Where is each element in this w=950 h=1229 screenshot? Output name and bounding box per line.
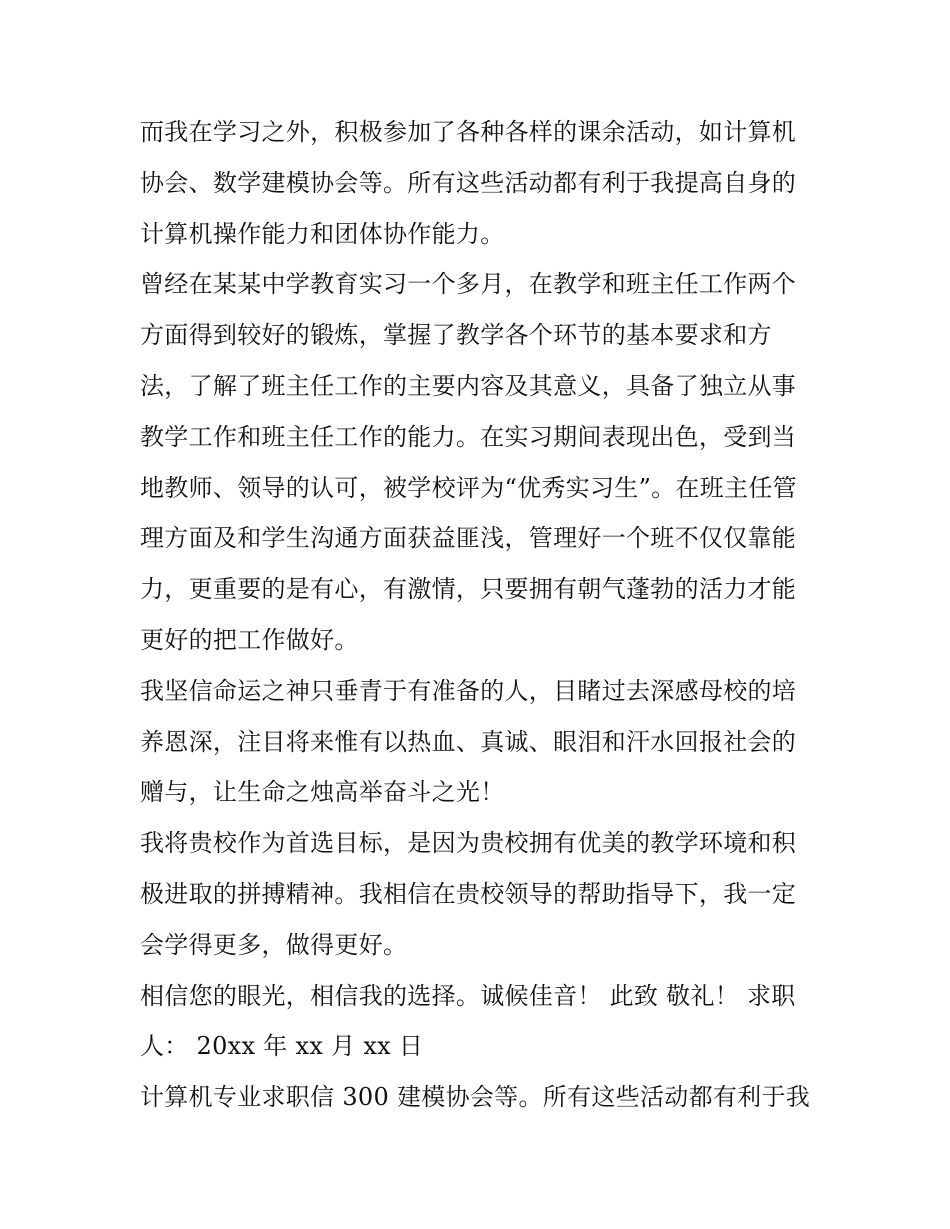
text-line-16: 极进取的拼搏精神。我相信在贵校领导的帮助指导下，我一定 [140, 879, 797, 908]
body-text [140, 107, 820, 1123]
text-line-9: 理方面及和学生沟通方面获益匪浅，管理好一个班不仅仅靠能 [140, 524, 797, 553]
text-line-12: 我坚信命运之神只垂青于有准备的人，目睹过去深感母校的培 [140, 676, 797, 705]
text-line-8: 地教师、领导的认可，被学校评为“优秀实习生”。在班主任管 [140, 473, 797, 502]
text-line-1: 而我在学习之外，积极参加了各种各样的课余活动，如计算机 [140, 118, 797, 146]
text-line-20: 计算机专业求职信 300 建模协会等。所有这些活动都有利于我 [140, 1083, 811, 1112]
text-line-13: 养恩深，注目将来惟有以热血、真诚、眼泪和汗水回报社会的 [140, 727, 797, 756]
text-line-3: 计算机操作能力和团体协作能力。 [140, 219, 505, 248]
text-line-19: 人： 20xx 年 xx 月 xx 日 [140, 1032, 424, 1061]
text-line-14: 赠与，让生命之烛高举奋斗之光！ [140, 778, 505, 807]
text-line-7: 教学工作和班主任工作的能力。在实习期间表现出色，受到当 [140, 422, 797, 451]
text-line-4: 曾经在某某中学教育实习一个多月，在教学和班主任工作两个 [140, 270, 797, 299]
text-line-18: 相信您的眼光，相信我的选择。诚候佳音！ 此致 敬礼！ 求职 [140, 981, 796, 1010]
text-line-15: 我将贵校作为首选目标，是因为贵校拥有优美的教学环境和积 [140, 829, 797, 858]
text-line-11: 更好的把工作做好。 [140, 625, 359, 654]
text-line-6: 法，了解了班主任工作的主要内容及其意义，具备了独立从事 [140, 371, 797, 400]
text-line-17: 会学得更多，做得更好。 [140, 930, 408, 959]
text-line-2: 协会、数学建模协会等。所有这些活动都有利于我提高自身的 [140, 168, 797, 197]
text-line-10: 力，更重要的是有心，有激情，只要拥有朝气蓬勃的活力才能 [140, 575, 797, 604]
text-line-5: 方面得到较好的锻炼，掌握了教学各个环节的基本要求和方 [140, 321, 772, 350]
